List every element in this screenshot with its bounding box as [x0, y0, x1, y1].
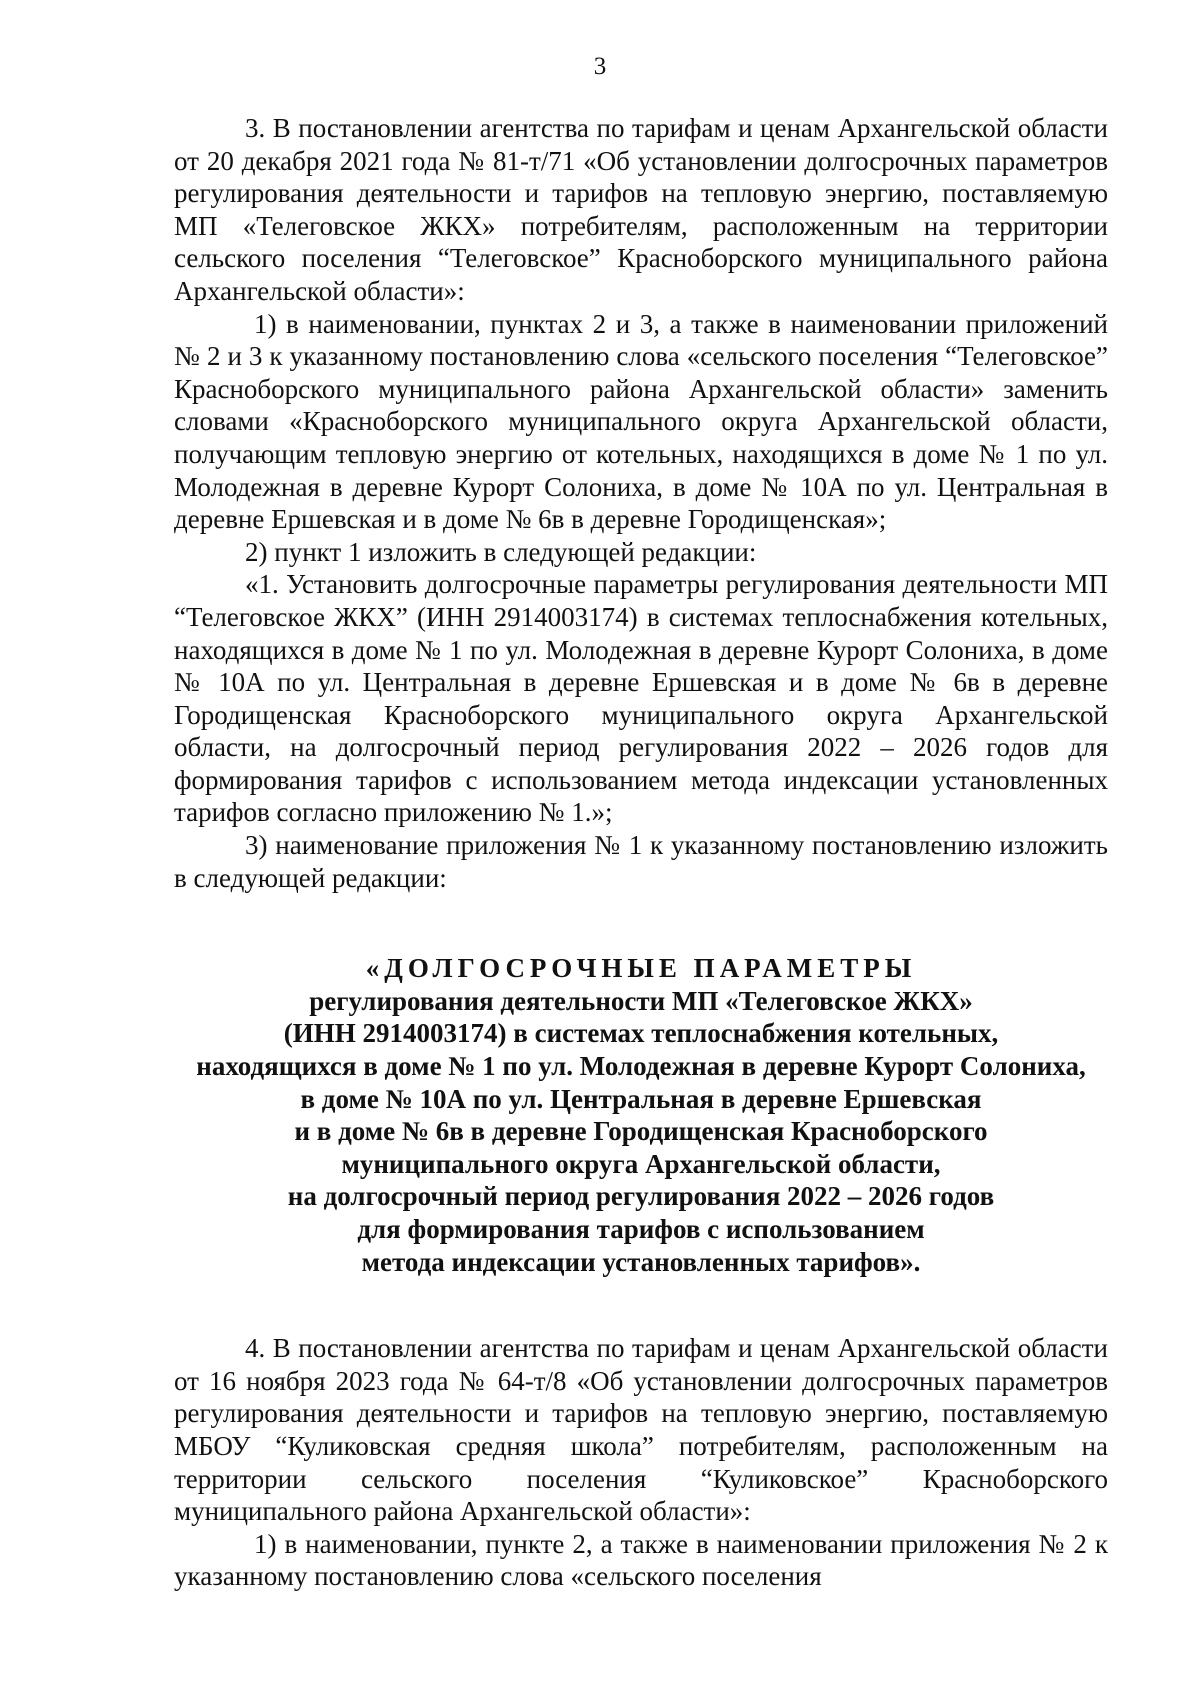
spacer [174, 1278, 1108, 1332]
title-line: на долгосрочный период регулирования 2022 – 2026 годов [287, 1181, 995, 1212]
title-line: «ДОЛГОСРОЧНЫЕ ПАРАМЕТРЫ [365, 953, 917, 984]
section-4-intro: 4. В постановлении агентства по тарифам и ценам Архангельской области от 16 ноября 2023 года № 64-т/8 «Об установлении долгосрочных параметров регулирования деятельности и тарифов на тепловую энергию, поставляемую МБОУ “Куликовская средняя школа” потребителям, расположенным на территории сельского поселения “Куликовское” Красноборского муниципального района Архангельской области»: [174, 1333, 1108, 1527]
section-3-item-3: 3) наименование приложения № 1 к указанному постановлению изложить в следующей редакции: [174, 830, 1108, 893]
title-line: для формирования тарифов с использованием [357, 1214, 925, 1244]
section-3-item-1: 1) в наименовании, пунктах 2 и 3, а также в наименовании приложений № 2 и 3 к указанному постановлению слова «сельского поселения “Телеговское” Красноборского муниципального района Архангельской области» заменить словами «Красноборского муниципального округа Архангельской области, получающим тепловую энергию от котельных, находящихся в доме № 1 по ул. Молодежная в деревне Курорт Солониха, в доме № 10А по ул. Центральная в деревне Ершевская и в доме № 6в в деревне Городищенская»; [174, 308, 1108, 535]
title-line: регулирования деятельности МП «Телеговское ЖКХ» [309, 985, 973, 1016]
title-line: муниципального округа Архангельской области, [341, 1148, 941, 1179]
section-3-intro: 3. В постановлении агентства по тарифам и ценам Архангельской области от 20 декабря 2021 года № 81-т/71 «Об установлении долгосрочных параметров регулирования деятельности и тарифов на тепловую энергию, поставляемую МП «Телеговское ЖКХ» потребителям, расположенным на территории сельского поселения “Телеговское” Красноборского муниципального района Архангельской области»: [174, 113, 1108, 306]
document-body [174, 112, 1108, 1593]
section-4-item-1: 1) в наименовании, пункте 2, а также в наименовании приложения № 2 к указанному постановлению слова «сельского поселения [174, 1528, 1108, 1592]
page-number: 3 [593, 53, 607, 80]
section-3-item-2: 2) пункт 1 изложить в следующей редакции: [245, 536, 757, 567]
section-3-item-2-text: «1. Установить долгосрочные параметры регулирования деятельности МП “Телеговское ЖКХ” (ИНН 2914003174) в системах теплоснабжения котельных, находящихся в доме № 1 по ул. Молодежная в деревне Курорт Солониха, в доме № 10А по ул. Центральная в деревне Ершевская и в доме № 6в в деревне Городищенская Красноборского муниципального округа Архангельской области, на долгосрочный период регулирования 2022 – 2026 годов для формирования тарифов с использованием метода индексации установленных тарифов согласно приложению № 1.»; [174, 569, 1108, 828]
title-line: метода индексации установленных тарифов». [361, 1246, 921, 1277]
title-line: находящихся в доме № 1 по ул. Молодежная в деревне Курорт Солониха, [196, 1051, 1086, 1082]
title-line: (ИНН 2914003174) в системах теплоснабжения котельных, [283, 1018, 999, 1049]
title-line: в доме № 10А по ул. Центральная в деревне Ершевская [300, 1083, 982, 1114]
title-line: и в доме № 6в в деревне Городищенская Красноборского [294, 1116, 988, 1147]
appendix-title [174, 952, 1108, 1278]
